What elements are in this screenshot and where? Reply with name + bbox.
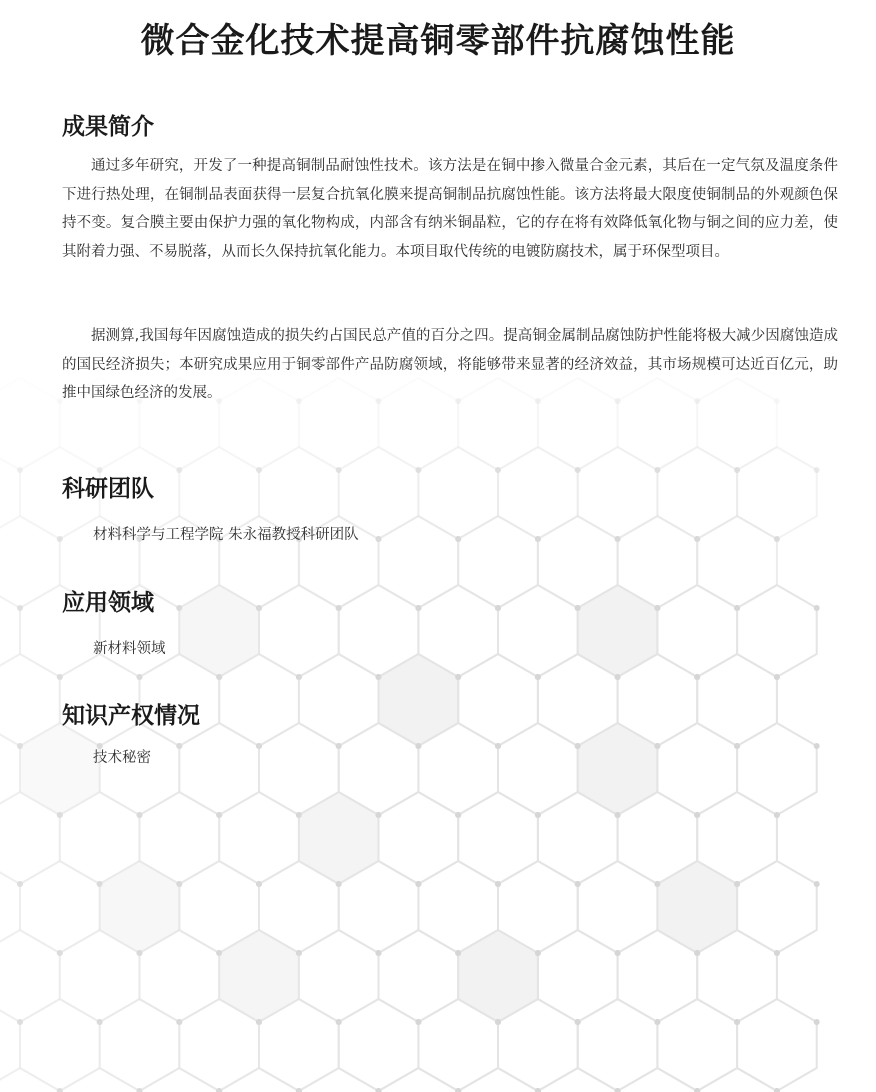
summary-paragraph-2: 据测算,我国每年因腐蚀造成的损失约占国民总产值的百分之四。提高铜金属制品腐蚀防护性能将极大减少因腐蚀造成的国民经济损失；本研究成果应用于铜零部件产品防腐领域，将能够带来显著的经济效益，其市场规模可达近百亿元，助推中国绿色经济的发展。 — [62, 328, 838, 401]
ip-text: 技术秘密 — [93, 750, 151, 766]
summary-paragraph-1: 通过多年研究，开发了一种提高铜制品耐蚀性技术。该方法是在铜中掺入微量合金元素，其后在一定气氛及温度条件下进行热处理，在铜制品表面获得一层复合抗氧化膜来提高铜制品抗腐蚀性能。该方法将最大限度使铜制品的外观颜色保持不变。复合膜主要由保护力强的氧化物构成，内部含有纳米铜晶粒，它的存在将有效降低氧化物与铜之间的应力差，使其附着力强、不易脱落，从而长久保持抗氧化能力。本项目取代传统的电镀防腐技术，属于环保型项目。 — [62, 158, 838, 260]
page-title: 微合金化技术提高铜零部件抗腐蚀性能 — [140, 21, 736, 61]
team-heading: 科研团队 — [62, 476, 154, 502]
team-text: 材料科学与工程学院 朱永福教授科研团队 — [93, 527, 359, 543]
ip-heading: 知识产权情况 — [62, 703, 200, 729]
application-text: 新材料领域 — [93, 641, 166, 657]
application-heading: 应用领域 — [62, 590, 154, 616]
summary-heading: 成果简介 — [62, 114, 154, 140]
